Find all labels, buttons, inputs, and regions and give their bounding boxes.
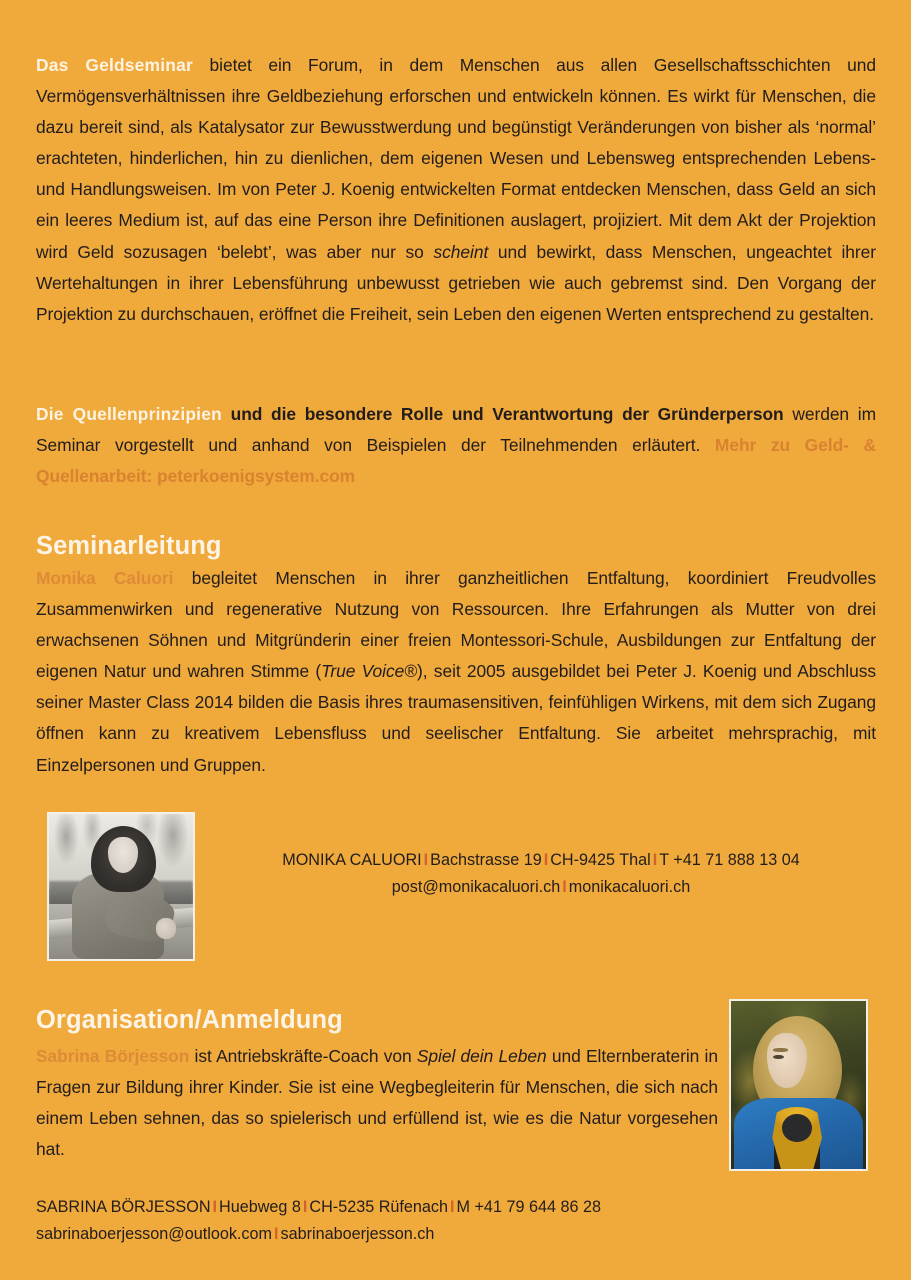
sabrina-contact-line-1 [36, 1194, 736, 1221]
intro-italic-word: scheint [433, 241, 489, 262]
portrait-sabrina-boerjesson-photo [729, 999, 868, 1171]
sabrina-contact-line-2 [36, 1221, 736, 1248]
separator-icon: I [450, 1198, 455, 1216]
separator-icon: I [302, 1198, 308, 1216]
sabrina-contact-details [36, 1194, 736, 1248]
intro-lead-title: Das Geldseminar [36, 55, 193, 75]
sabrina-street: Huebweg 8 [219, 1198, 301, 1216]
separator-icon: I [423, 851, 429, 869]
spiel-dein-leben-title: Spiel dein Leben [416, 1046, 547, 1066]
separator-icon: I [543, 851, 549, 869]
sabrina-website[interactable]: sabrinaboerjesson.ch [280, 1225, 435, 1243]
true-voice-trademark: True Voice® [321, 661, 418, 682]
principles-lead-title: Die Quellenprinzipien [36, 404, 222, 424]
principles-bold-text: und die besondere Rolle und Verantwortung der Gründerperson [221, 404, 784, 424]
principles-paragraph [36, 399, 876, 492]
intro-text-part-1: bietet ein Forum, in dem Menschen aus allen Gesellschaftsschichten und Vermögensverhältnissen ihre Geldbeziehung erforschen und entwickeln können. Es wirkt für Menschen, die dazu bereit sind, als Katalysator zur Bewusstwerdung und begünstigt Veränderungen von bisher als ‘normal’ erachteten, hinderlichen, hin zu dienlichen, dem eigenen Wesen und Lebensweg entsprechenden Lebens- und Handlungsweisen. Im von Peter J. Koenig entwickelten Format entdecken Menschen, dass Geld an sich ein leeres Medium ist, auf das eine Person ihre Definitionen auslagert, projiziert. Mit dem Akt der Projektion wird Geld sozusagen ‘belebt’, was aber nur so [36, 55, 876, 262]
seminarleitung-paragraph [36, 563, 876, 781]
organisation-text-part-2: und Elternberaterin in Fragen zur Bildung ihrer Kinder. Sie ist eine Wegbegleiterin für Menschen, die sich nach einem Leben sehnen, das so spielerisch und erfüllend ist, wie es die Natur vorgesehen hat. [36, 1046, 718, 1160]
monika-caluori-name: Monika Caluori [36, 568, 174, 588]
separator-icon: I [274, 1225, 279, 1243]
monika-contact-card [36, 812, 876, 977]
monika-contact-line-1 [231, 847, 851, 874]
monika-city: CH-9425 Thal [550, 851, 651, 869]
separator-icon: I [562, 878, 567, 896]
monika-contact-details [231, 847, 851, 901]
monika-street: Bachstrasse 19 [430, 851, 542, 869]
photo-artwork [731, 1001, 866, 1169]
peterkoenigsystem-link[interactable]: Mehr zu Geld- & Quellenarbeit: peterkoenigsystem.com [36, 435, 876, 487]
sabrina-email[interactable]: sabrinaboerjesson@outlook.com [36, 1225, 272, 1243]
separator-icon: I [652, 851, 658, 869]
intro-paragraph [36, 50, 876, 330]
sabrina-phone: M +41 79 644 86 28 [456, 1198, 601, 1216]
organisation-text-part-1: ist Antriebskräfte-Coach von [189, 1046, 417, 1066]
principles-rest-text: werden im Seminar vorgestellt und anhand von Beispielen der Teilnehmenden erläutert. [36, 404, 877, 456]
monika-contact-line-2 [231, 874, 851, 901]
sabrina-city: CH-5235 Rüfenach [309, 1198, 448, 1216]
sabrina-name: SABRINA BÖRJESSON [36, 1198, 211, 1216]
portrait-monika-caluori-photo [47, 812, 195, 961]
photo-artwork [49, 814, 193, 959]
organisation-paragraph [36, 1041, 718, 1165]
monika-name: MONIKA CALUORI [282, 851, 422, 869]
sabrina-boerjesson-name: Sabrina Börjesson [36, 1046, 190, 1066]
monika-website[interactable]: monikacaluori.ch [568, 878, 691, 896]
organisation-anmeldung-heading: Organisation/Anmeldung [36, 1006, 343, 1034]
intro-text-part-2: und bewirkt, dass Menschen, ungeachtet ihrer Wertehaltungen in ihrer Lebensführung unbewusst getrieben wie auch gebremst sind. Den Vorgang der Projektion zu durchschauen, eröffnet die Freiheit, sein Leben den eigenen Werten entsprechend zu gestalten. [36, 241, 876, 324]
seminarleitung-heading: Seminarleitung [36, 532, 222, 560]
monika-email[interactable]: post@monikacaluori.ch [391, 878, 561, 896]
monika-phone: T +41 71 888 13 04 [659, 851, 800, 869]
seminarleitung-text-part-1: begleitet Menschen in ihrer ganzheitlichen Entfaltung, koordiniert Freudvolles Zusammenwirken und regenerative Nutzung von Ressourcen. Ihre Erfahrungen als Mutter von drei erwachsenen Söhnen und Mitgründerin einer freien Montessori-Schule, Ausbildungen zur Entfaltung der eigenen Natur und wahren Stimme ( [36, 568, 876, 682]
separator-icon: I [212, 1198, 218, 1216]
seminarleitung-text-part-2: ), seit 2005 ausgebildet bei Peter J. Koenig und Abschluss seiner Master Class 2014 bilden die Basis ihres traumasensitiven, feinfühligen Wirkens, mit dem sich Zugang öffnen kann zu kreativem Lebensfluss und seelischer Entfaltung. Sie arbeitet mehrsprachig, mit Einzelpersonen und Gruppen. [36, 661, 877, 775]
